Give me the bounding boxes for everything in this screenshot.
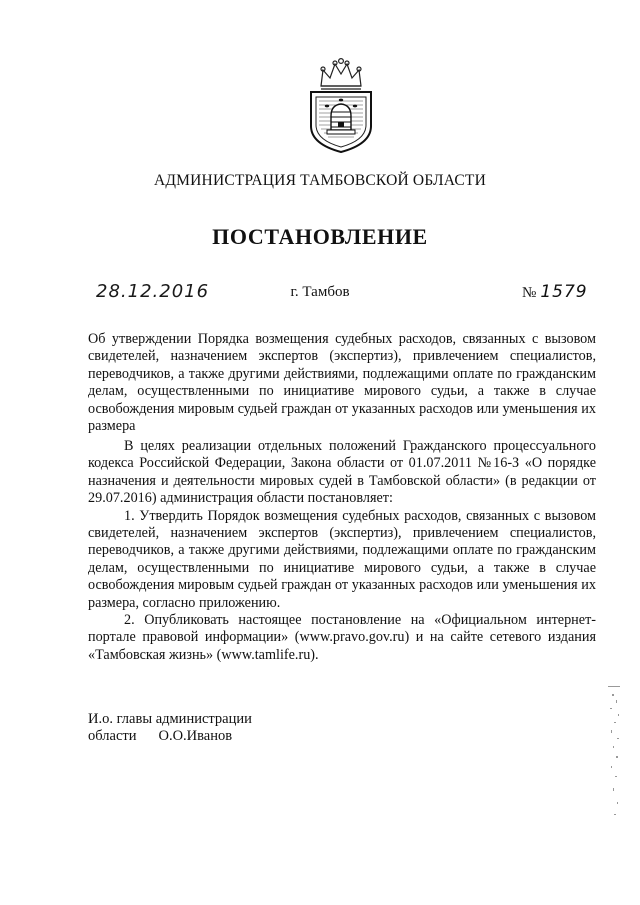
signatory-title-line1: И.о. главы администрации (88, 711, 252, 727)
tambov-region-coat-of-arms-icon (297, 56, 385, 156)
item-1-paragraph: 1. Утвердить Порядок возмещения судебных расходов, связанных с вызовом свидетелей, назначением экспертов (экспертиз), привлечением специалистов, переводчиков, а также другими действиями, подлежащими оплате по гражданским делам, осуществленными по инициативе мирового судьи, а также в случае освобождения мировым судьей граждан от указанных расходов или уменьшения их размера, согласно приложению. (88, 507, 596, 611)
document-body (88, 438, 596, 664)
scan-margin-noise-icon (604, 684, 626, 824)
item-2-paragraph: 2. Опубликовать настоящее постановление на «Официальном интернет-портале правовой информации» (www.pravo.gov.ru) и на сайте сетевого издания «Тамбовская жизнь» (www.tamlife.ru). (88, 612, 596, 663)
document-subject: Об утверждении Порядка возмещения судебных расходов, связанных с вызовом свидетелей, назначением экспертов (экспертиз), привлечением специалистов, переводчиков, а также другими действиями, подлежащими оплате по гражданским делам, осуществленными по инициативе мирового судьи, а также в случае освобождения мировым судьей граждан от указанных расходов или уменьшения их размера (88, 331, 596, 435)
document-date: 28.12.2016 (96, 281, 210, 302)
preamble-paragraph: В целях реализации отдельных положений Гражданского процессуального кодекса Российской Федерации, Закона области от 01.07.2011 №16-З «О порядке назначения и деятельности мировых судей в Тамбовской области» (в редакции от 29.07.2016) администрация области постановляет: (88, 438, 596, 507)
organization-name: АДМИНИСТРАЦИЯ ТАМБОВСКОЙ ОБЛАСТИ (154, 172, 486, 189)
signatory-title-line2: области (88, 728, 137, 744)
number-value: 1579 (540, 282, 588, 302)
document-type-title: ПОСТАНОВЛЕНИЕ (212, 224, 428, 249)
signatory-title-line2-row (88, 728, 252, 745)
document-city: г. Тамбов (290, 284, 350, 300)
number-prefix: № (522, 285, 537, 301)
document-number (522, 282, 588, 302)
signature-block (88, 711, 252, 745)
signatory-name: О.О.Иванов (158, 728, 233, 744)
